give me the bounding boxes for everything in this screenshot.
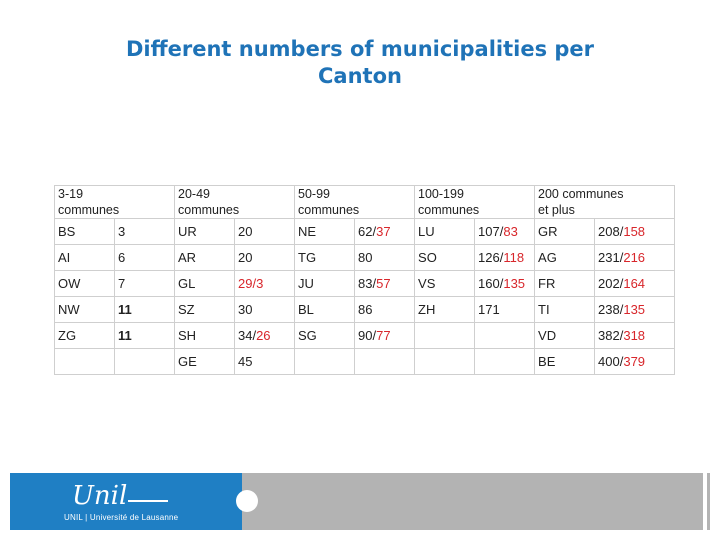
count-value: 238/ <box>598 302 624 317</box>
canton-code: UR <box>175 219 235 245</box>
canton-code: BL <box>295 297 355 323</box>
commune-count <box>475 245 535 271</box>
canton-code: JU <box>295 271 355 297</box>
commune-count <box>595 323 675 349</box>
count-value: 382/ <box>598 328 624 343</box>
count-value: 11 <box>118 302 132 317</box>
count-value: 90/ <box>358 328 377 343</box>
header-range: 20-49 <box>175 186 295 203</box>
canton-code: SH <box>175 323 235 349</box>
count-value: 30 <box>238 302 253 317</box>
canton-code: GE <box>175 349 235 375</box>
canton-code: GL <box>175 271 235 297</box>
commune-count <box>355 219 415 245</box>
canton-code: LU <box>415 219 475 245</box>
canton-code <box>415 323 475 349</box>
university-caption: UNIL | Université de Lausanne <box>64 513 179 522</box>
count-new-value: 29/3 <box>238 276 264 291</box>
canton-code: SZ <box>175 297 235 323</box>
count-new-value: 158 <box>623 224 646 239</box>
canton-code: VS <box>415 271 475 297</box>
canton-code: AI <box>55 245 115 271</box>
canton-code: TG <box>295 245 355 271</box>
commune-count <box>115 323 175 349</box>
count-value: 6 <box>118 250 126 265</box>
commune-count <box>475 297 535 323</box>
decorative-stripe <box>703 473 707 530</box>
commune-count <box>235 323 295 349</box>
commune-count <box>355 271 415 297</box>
table-row <box>55 349 675 375</box>
commune-count <box>595 271 675 297</box>
commune-count <box>235 349 295 375</box>
commune-count <box>475 219 535 245</box>
count-new-value: 135 <box>503 276 526 291</box>
count-value: 86 <box>358 302 373 317</box>
count-value: 107/ <box>478 224 504 239</box>
count-value: 160/ <box>478 276 504 291</box>
count-value: 202/ <box>598 276 624 291</box>
count-new-value: 26 <box>256 328 271 343</box>
canton-code <box>295 349 355 375</box>
count-new-value: 379 <box>623 354 646 369</box>
count-new-value: 318 <box>623 328 646 343</box>
count-value: 11 <box>118 328 132 343</box>
canton-code: AG <box>535 245 595 271</box>
count-value: 62/ <box>358 224 377 239</box>
municipalities-table <box>54 185 675 375</box>
commune-count <box>475 271 535 297</box>
count-value: 20 <box>238 250 253 265</box>
table-header-row <box>55 186 675 203</box>
header-unit: et plus <box>535 202 675 219</box>
commune-count <box>355 245 415 271</box>
canton-code: BS <box>55 219 115 245</box>
commune-count <box>475 323 535 349</box>
header-unit: communes <box>295 202 415 219</box>
table-row <box>55 297 675 323</box>
canton-code <box>415 349 475 375</box>
logo-underline <box>128 500 168 502</box>
commune-count <box>115 297 175 323</box>
count-value: 3 <box>118 224 126 239</box>
commune-count <box>235 219 295 245</box>
canton-code: SG <box>295 323 355 349</box>
commune-count <box>235 297 295 323</box>
count-value: 45 <box>238 354 253 369</box>
canton-code: NE <box>295 219 355 245</box>
header-unit: communes <box>55 202 175 219</box>
canton-code: ZH <box>415 297 475 323</box>
count-value: 20 <box>238 224 253 239</box>
unil-logo: Unil <box>72 481 128 511</box>
footer-bar <box>10 473 710 530</box>
header-range: 100-199 <box>415 186 535 203</box>
canton-code: NW <box>55 297 115 323</box>
header-unit: communes <box>175 202 295 219</box>
decorative-dot <box>236 490 258 512</box>
header-unit: communes <box>415 202 535 219</box>
count-new-value: 135 <box>623 302 646 317</box>
count-new-value: 118 <box>503 250 525 265</box>
canton-code <box>55 349 115 375</box>
commune-count <box>115 349 175 375</box>
canton-code: GR <box>535 219 595 245</box>
commune-count <box>355 323 415 349</box>
count-value: 208/ <box>598 224 624 239</box>
commune-count <box>355 297 415 323</box>
count-value: 171 <box>478 302 500 317</box>
table-row <box>55 271 675 297</box>
count-value: 231/ <box>598 250 624 265</box>
commune-count <box>595 245 675 271</box>
count-value: 126/ <box>478 250 504 265</box>
count-new-value: 77 <box>376 328 391 343</box>
commune-count <box>475 349 535 375</box>
slide-title-line2: Canton <box>318 64 402 88</box>
count-new-value: 57 <box>376 276 391 291</box>
commune-count <box>595 349 675 375</box>
count-value: 7 <box>118 276 126 291</box>
commune-count <box>115 219 175 245</box>
count-new-value: 83 <box>503 224 518 239</box>
count-new-value: 37 <box>376 224 391 239</box>
header-range: 50-99 <box>295 186 415 203</box>
slide-title <box>60 36 660 90</box>
count-value: 34/ <box>238 328 257 343</box>
commune-count <box>595 297 675 323</box>
header-range: 3-19 <box>55 186 175 203</box>
canton-code: BE <box>535 349 595 375</box>
commune-count <box>115 271 175 297</box>
canton-code: ZG <box>55 323 115 349</box>
count-new-value: 164 <box>623 276 646 291</box>
canton-code: SO <box>415 245 475 271</box>
count-new-value: 216 <box>623 250 646 265</box>
canton-code: TI <box>535 297 595 323</box>
count-value: 83/ <box>358 276 377 291</box>
commune-count <box>115 245 175 271</box>
commune-count <box>235 245 295 271</box>
table-row <box>55 245 675 271</box>
table-header-row <box>55 202 675 219</box>
count-value: 80 <box>358 250 373 265</box>
canton-code: OW <box>55 271 115 297</box>
commune-count <box>595 219 675 245</box>
slide-title-line1: Different numbers of municipalities per <box>125 37 595 61</box>
header-range: 200 communes <box>535 186 675 203</box>
canton-code: FR <box>535 271 595 297</box>
canton-code: AR <box>175 245 235 271</box>
table-row <box>55 323 675 349</box>
canton-code: VD <box>535 323 595 349</box>
commune-count <box>355 349 415 375</box>
commune-count <box>235 271 295 297</box>
table-row <box>55 219 675 245</box>
count-value: 400/ <box>598 354 624 369</box>
